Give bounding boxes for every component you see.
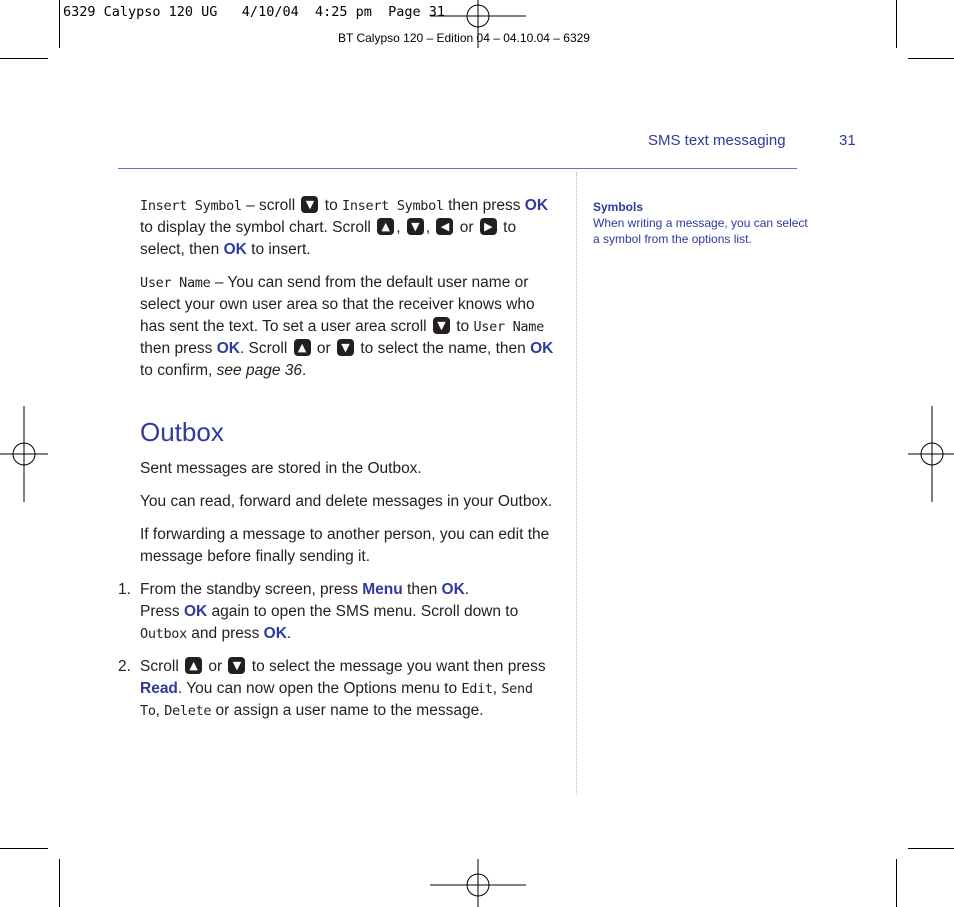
- crop-mark-icon: [0, 848, 48, 849]
- key-ok: OK: [263, 625, 287, 642]
- scroll-down-icon: [337, 339, 354, 356]
- menu-term: Insert Symbol: [140, 198, 242, 214]
- registration-mark-icon: [430, 859, 526, 907]
- step-item: [118, 656, 560, 722]
- menu-term: Outbox: [140, 626, 187, 642]
- text: or: [455, 219, 478, 236]
- text: Scroll: [140, 658, 184, 675]
- menu-term: Edit: [461, 681, 493, 697]
- registration-mark-icon: [0, 406, 48, 502]
- edition-line: BT Calypso 120 – Edition 04 – 04.10.04 – 6329: [338, 31, 590, 45]
- outbox-paragraph: Sent messages are stored in the Outbox.: [140, 460, 422, 477]
- text: – scroll: [241, 197, 300, 214]
- text: then press: [140, 340, 217, 357]
- text: to select, then: [140, 219, 517, 258]
- text: to: [320, 197, 343, 214]
- crop-mark-icon: [896, 0, 897, 48]
- text: ,: [396, 219, 405, 236]
- crop-mark-icon: [908, 848, 954, 849]
- key-ok: OK: [441, 581, 465, 598]
- crop-mark-icon: [0, 58, 48, 59]
- text: then press: [443, 197, 525, 214]
- text: ,: [425, 219, 435, 236]
- text: to: [451, 318, 474, 335]
- outbox-heading: Outbox: [140, 417, 224, 447]
- menu-term: Send To: [140, 681, 533, 719]
- key-ok: OK: [183, 603, 208, 620]
- text: or: [204, 658, 227, 675]
- text: or assign a user name to the message.: [211, 702, 484, 719]
- insert-symbol-paragraph: [140, 195, 560, 261]
- text: to insert.: [246, 241, 311, 258]
- scroll-up-icon: [294, 339, 311, 356]
- step-number: 2.: [118, 658, 131, 675]
- text: .: [286, 625, 292, 642]
- key-ok: OK: [223, 241, 247, 258]
- menu-term: Insert Symbol: [342, 198, 444, 214]
- scroll-down-icon: [433, 317, 450, 334]
- text: Press: [140, 603, 184, 620]
- page-reference: see page 36: [216, 362, 302, 379]
- text: and press: [186, 625, 264, 642]
- text: ,: [155, 702, 165, 719]
- menu-term: Delete: [164, 703, 212, 719]
- scroll-up-icon: [377, 218, 394, 235]
- text: .: [302, 362, 307, 379]
- text: to display the symbol chart. Scroll: [140, 219, 376, 236]
- step-number: 1.: [118, 581, 131, 598]
- crop-mark-icon: [896, 859, 897, 907]
- text: . You can now open the Options menu to: [177, 680, 462, 697]
- registration-mark-icon: [430, 0, 526, 48]
- crop-mark-icon: [908, 58, 954, 59]
- page-number: 31: [839, 132, 856, 149]
- scroll-down-icon: [407, 218, 424, 235]
- text: ,: [492, 680, 502, 697]
- outbox-paragraph: If forwarding a message to another person, you can edit the message before finally sending it.: [140, 526, 550, 565]
- scroll-down-icon: [228, 657, 245, 674]
- section-title: SMS text messaging: [648, 132, 786, 149]
- step-item: [118, 579, 560, 645]
- scroll-up-icon: [185, 657, 202, 674]
- sidebar-divider: [576, 172, 577, 794]
- text: . Scroll: [239, 340, 292, 357]
- scroll-left-icon: [436, 218, 453, 235]
- text: to select the name, then: [356, 340, 531, 357]
- user-name-paragraph: [140, 272, 560, 382]
- crop-mark-icon: [59, 859, 60, 907]
- key-menu: Menu: [362, 581, 403, 598]
- registration-mark-icon: [908, 406, 954, 502]
- text: to select the message you want then press: [247, 658, 546, 675]
- text: to confirm,: [140, 362, 217, 379]
- text: then: [402, 581, 442, 598]
- text: again to open the SMS menu. Scroll down to: [207, 603, 519, 620]
- scroll-right-icon: [480, 218, 497, 235]
- menu-term: User Name: [473, 319, 544, 335]
- key-read: Read: [140, 680, 178, 697]
- text: – You can send from the default user name or select your own user area so that the receiver knows who has sent the text. To set a user area scroll: [140, 274, 535, 335]
- scroll-down-icon: [301, 196, 318, 213]
- menu-term: User Name: [140, 275, 211, 291]
- outbox-section: [118, 458, 560, 733]
- text: .: [464, 581, 470, 598]
- outbox-paragraph: You can read, forward and delete messages in your Outbox.: [140, 493, 553, 510]
- text: or: [312, 340, 336, 357]
- header-rule: [118, 168, 797, 169]
- print-slug: 6329 Calypso 120 UG 4/10/04 4:25 pm Page 31: [63, 4, 446, 20]
- settings-section: [140, 195, 560, 393]
- sidebar-text: When writing a message, you can select a symbol from the options list.: [593, 216, 808, 246]
- key-ok: OK: [524, 197, 549, 214]
- key-ok: OK: [216, 340, 240, 357]
- text: From the standby screen, press: [140, 581, 363, 598]
- key-ok: OK: [530, 340, 554, 357]
- sidebar-title: Symbols: [593, 200, 644, 214]
- crop-mark-icon: [59, 0, 60, 48]
